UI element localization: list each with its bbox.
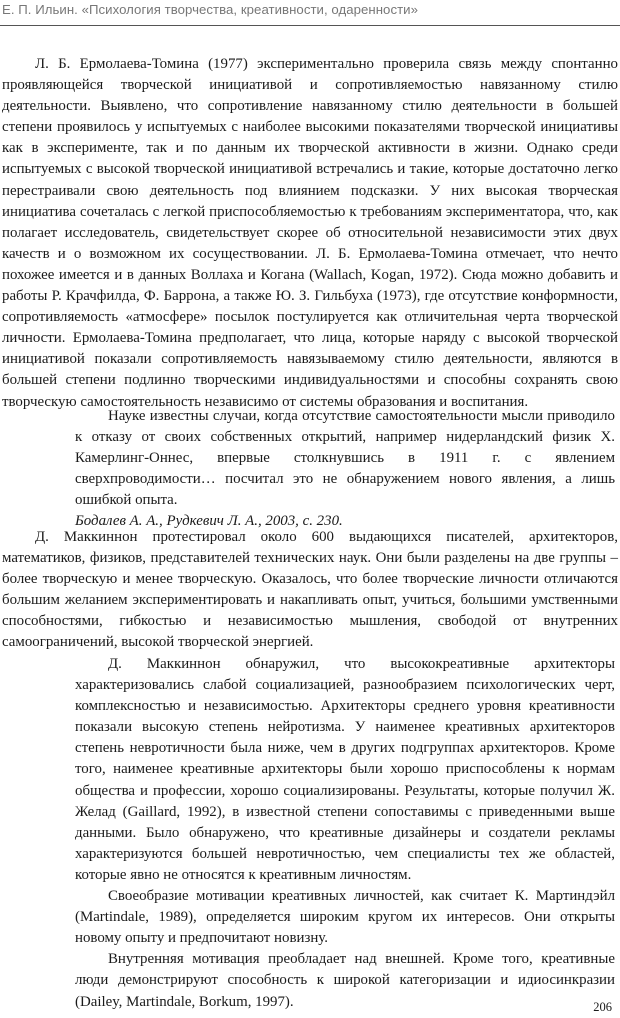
quote-paragraph-martindale: Своеобразие мотивации креативных личностей, как считает К. Мартиндэйл (Martindale, 1989), определяется широким кругом их интересов. Они открыты новому опыту и предпочитают новизну. (75, 888, 615, 947)
main-paragraph-1 (2, 54, 618, 413)
paragraph-mackinnon: Д. Маккиннон протестировал около 600 выдающихся писателей, архитекторов, математиков, физиков, представителей технических наук. Они были разделены на две группы – более творческую и менее творческую. Оказалось, что более творческие личности отличаются большим желанием экспериментировать и накапливать опыт, учиться, большими умственными способностями, гибкостью и независимостью мышления, свободой от внутренних самоограничений, высокой творческой энергией. (2, 529, 618, 651)
page-number: 206 (593, 1000, 612, 1014)
paragraph-ermolaeva-tomina: Л. Б. Ермолаева-Томина (1977) экспериментально проверила связь между спонтанно проявляющейся творческой инициативой и сопротивляемостью навязанному стилю деятельности. Выявлено, что сопротивление навязанному стилю деятельности в большей степени проявилось у испытуемых с наиболее высокими показателями творческой инициативы как в эксперименте, так и по данным их творческой активности в жизни. Однако среди испытуемых с высокой творческой инициативой встречались и такие, которые достаточно легко перестраивали свою деятельность под влиянием подсказки. У них высокая творческая инициатива сочеталась с легкой приспособляемостью к требованиям экспериментатора, что, как полагает исследователь, свидетельствует скорее об относительной независимости этих двух качеств и о возможном их сосуществовании. Л. Б. Ермолаева-Томина отмечает, что нечто похожее имеется и в данных Воллаха и Когана (Wallach, Kogan, 1972). Сюда можно добавить и работы Р. Крачфилда, Ф. Баррона, а также Ю. З. Гильбуха (1973), где отсутствие конформности, сопротивляемость «атмосфере» посылок постулируется как отличительная черта творческой личности. Ермолаева-Томина предполагает, что лица, которые наряду с высокой творческой инициативой показали сопротивляемость навязываемому стилю деятельности, являются в большей степени подлинно творческими индивидуальностями и способны сохранять свою творческую самостоятельность независимо от системы образования и воспитания. (2, 56, 618, 410)
quote-text-kamerlingh-onnes: Науке известны случаи, когда отсутствие самостоятельности мысли приводило к отказу от своих собственных открытий, например нидерландский физик Х. Камерлинг-Оннес, впервые столкнувшись в 1911 г. с явлением сверхпроводимости… посчитал это не обнаружением нового явления, а лишь ошибкой опыта. (75, 408, 615, 509)
header-divider (0, 25, 620, 26)
main-paragraph-2 (2, 527, 618, 654)
quote-paragraph-architects: Д. Маккиннон обнаружил, что высококреативные архитекторы характеризовались слабой социализацией, разнообразием психологических черт, комплексностью и независимостью. Архитекторы среднего уровня креативности показали высокую степень нейротизма. У наименее креативных архитекторов степень невротичности была ниже, чем в других подгруппах архитекторов. Кроме того, наименее креативные архитекторы были хорошо приспособлены к нормам общества и профессии, хорошо социализированы. Результаты, которые получил Ж. Желад (Gaillard, 1992), в известной степени сопоставимы с приведенными выше данными. Было обнаружено, что креативные дизайнеры и создатели рекламы характеризуются большей невротичностью, чем специалисты тех же областей, которые явно не относятся к креативным личностям. (75, 656, 615, 883)
running-header: Е. П. Ильин. «Психология творчества, креативности, одаренности» (2, 2, 418, 17)
inset-quote-2 (75, 654, 615, 1013)
quote-paragraph-motivation: Внутренняя мотивация преобладает над внешней. Кроме того, креативные люди демонстрируют способность к широкой категоризации и идиосинкразии (Dailey, Martindale, Borkum, 1997). (75, 951, 615, 1010)
inset-quote-1 (75, 406, 615, 533)
quote-source: Бодалев А. А., Рудкевич Л. А., 2003, с. 230. (75, 513, 343, 530)
